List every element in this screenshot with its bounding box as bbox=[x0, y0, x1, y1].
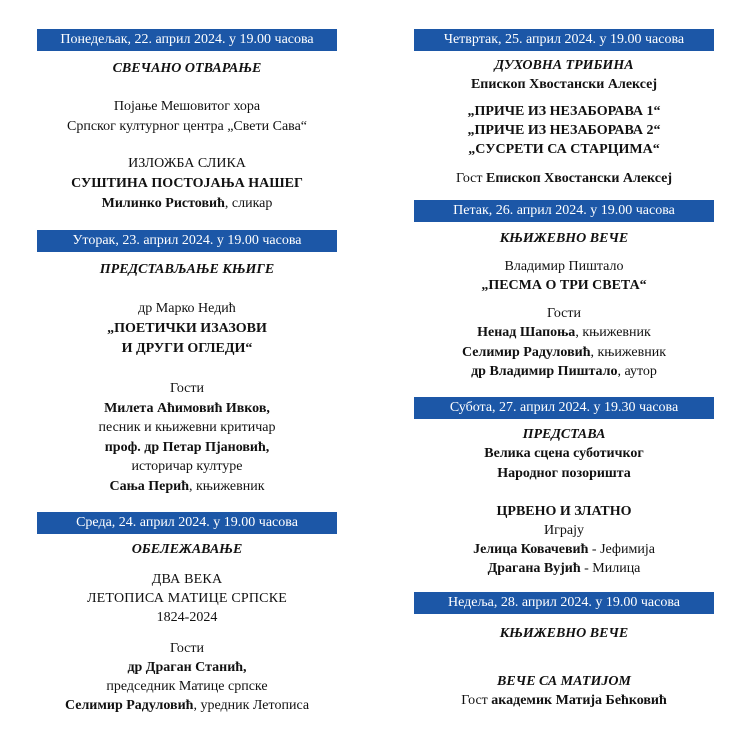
event-title: ДУХОВНА ТРИБИНА bbox=[494, 58, 634, 73]
person-name: Ненад Шапоња bbox=[477, 325, 576, 340]
person-role: , аутор bbox=[617, 364, 657, 379]
person-name: Селимир Радуловић bbox=[461, 345, 591, 360]
event-line: ДВА ВЕКА bbox=[151, 572, 223, 587]
guest-label: Гост bbox=[455, 171, 486, 186]
event-line: И ДРУГИ ОГЛЕДИ“ bbox=[121, 341, 253, 356]
event-line bbox=[414, 560, 714, 578]
person-name: Селимир Радуловић bbox=[64, 698, 194, 713]
event-line: ЦРВЕНО И ЗЛАТНО bbox=[496, 504, 632, 519]
event-tuesday bbox=[37, 230, 337, 494]
event-line: „СУСРЕТИ СА СТАРЦИМА“ bbox=[468, 142, 660, 157]
event-line bbox=[414, 170, 714, 188]
event-line bbox=[37, 478, 337, 496]
date-bar: Среда, 24. април 2024. у 19.00 часова bbox=[37, 512, 337, 534]
event-title: ОБЕЛЕЖАВАЊЕ bbox=[131, 542, 243, 557]
date-bar: Субота, 27. април 2024. у 19.30 часова bbox=[414, 397, 714, 419]
event-line: Гости bbox=[546, 306, 582, 321]
event-line: „ПОЕТИЧКИ ИЗАЗОВИ bbox=[107, 321, 267, 336]
date-bar: Недеља, 28. април 2024. у 19.00 часова bbox=[414, 592, 714, 614]
event-saturday bbox=[414, 397, 714, 576]
event-line: председник Матице српске bbox=[106, 679, 268, 694]
person-role: , књижевник bbox=[575, 325, 651, 340]
person-name: Милинко Ристовић bbox=[101, 196, 225, 211]
event-line: ЛЕТОПИСА МАТИЦЕ СРПСКЕ bbox=[86, 591, 287, 606]
event-line: Велика сцена суботичког bbox=[484, 446, 644, 461]
person-name: академик Матија Бећковић bbox=[491, 693, 667, 708]
event-line: Владимир Пиштало bbox=[504, 259, 624, 274]
event-line bbox=[414, 692, 714, 710]
event-line: Епископ Хвостански Алексеј bbox=[470, 77, 658, 92]
person-role: - Милица bbox=[580, 561, 641, 576]
event-line: Појање Мешовитог хора bbox=[113, 99, 261, 114]
event-line: Играју bbox=[544, 523, 584, 538]
event-line bbox=[414, 344, 714, 362]
event-line: ИЗЛОЖБА СЛИКА bbox=[128, 156, 246, 171]
event-line: Гости bbox=[169, 381, 205, 396]
person-name: Епископ Хвостански Алексеј bbox=[486, 171, 673, 186]
event-line: Гости bbox=[169, 641, 205, 656]
person-name: др Владимир Пиштало bbox=[471, 364, 618, 379]
event-line: СУШТИНА ПОСТОЈАЊА НАШЕГ bbox=[71, 176, 303, 191]
event-sunday bbox=[414, 592, 714, 708]
event-line: Српског културног центра „Свети Сава“ bbox=[66, 119, 308, 134]
event-line: др Драган Станић, bbox=[127, 660, 247, 675]
event-line: проф. др Петар Пјановић, bbox=[104, 440, 270, 455]
event-thursday bbox=[414, 29, 714, 186]
event-line: „ПЕСМА О ТРИ СВЕТА“ bbox=[481, 278, 647, 293]
event-line: „ПРИЧЕ ИЗ НЕЗАБОРАВА 1“ bbox=[467, 104, 661, 119]
guest-label: Гост bbox=[461, 693, 492, 708]
date-bar: Уторак, 23. април 2024. у 19.00 часова bbox=[37, 230, 337, 252]
event-line: 1824-2024 bbox=[156, 610, 218, 625]
person-role: , сликар bbox=[224, 196, 273, 211]
event-line: историчар културе bbox=[131, 459, 243, 474]
event-monday bbox=[37, 29, 337, 211]
event-line bbox=[37, 697, 337, 715]
event-line: песник и књижевни критичар bbox=[98, 420, 276, 435]
event-line: Народног позоришта bbox=[497, 466, 631, 481]
person-role: , књижевник bbox=[188, 479, 265, 494]
event-line bbox=[414, 541, 714, 559]
person-role: - Јефимија bbox=[588, 542, 655, 557]
event-line: Милета Аћимовић Ивков, bbox=[104, 401, 270, 416]
event-line bbox=[37, 195, 337, 213]
event-line bbox=[414, 324, 714, 342]
event-line bbox=[414, 363, 714, 381]
event-title: ПРЕДСТАВЉАЊЕ КЊИГЕ bbox=[99, 262, 275, 277]
person-name: Јелица Ковачевић bbox=[473, 542, 589, 557]
event-title: ПРЕДСТАВА bbox=[522, 427, 606, 442]
person-name: Сања Перић bbox=[109, 479, 189, 494]
event-line: ВЕЧЕ СА МАТИЈОМ bbox=[497, 674, 631, 689]
event-wednesday bbox=[37, 512, 337, 713]
date-bar: Петак, 26. април 2024. у 19.00 часова bbox=[414, 200, 714, 222]
person-name: Драгана Вујић bbox=[487, 561, 581, 576]
event-title: КЊИЖЕВНО ВЕЧЕ bbox=[499, 231, 629, 246]
person-role: , књижевник bbox=[590, 345, 667, 360]
date-bar: Четвртак, 25. април 2024. у 19.00 часова bbox=[414, 29, 714, 51]
event-line: „ПРИЧЕ ИЗ НЕЗАБОРАВА 2“ bbox=[467, 123, 661, 138]
event-line: др Марко Недић bbox=[138, 301, 236, 316]
person-role: , уредник Летописа bbox=[193, 698, 310, 713]
event-title: СВЕЧАНО ОТВАРАЊЕ bbox=[112, 61, 262, 76]
date-bar: Понедељак, 22. април 2024. у 19.00 часова bbox=[37, 29, 337, 51]
event-title: КЊИЖЕВНО ВЕЧЕ bbox=[499, 626, 629, 641]
event-friday bbox=[414, 200, 714, 379]
